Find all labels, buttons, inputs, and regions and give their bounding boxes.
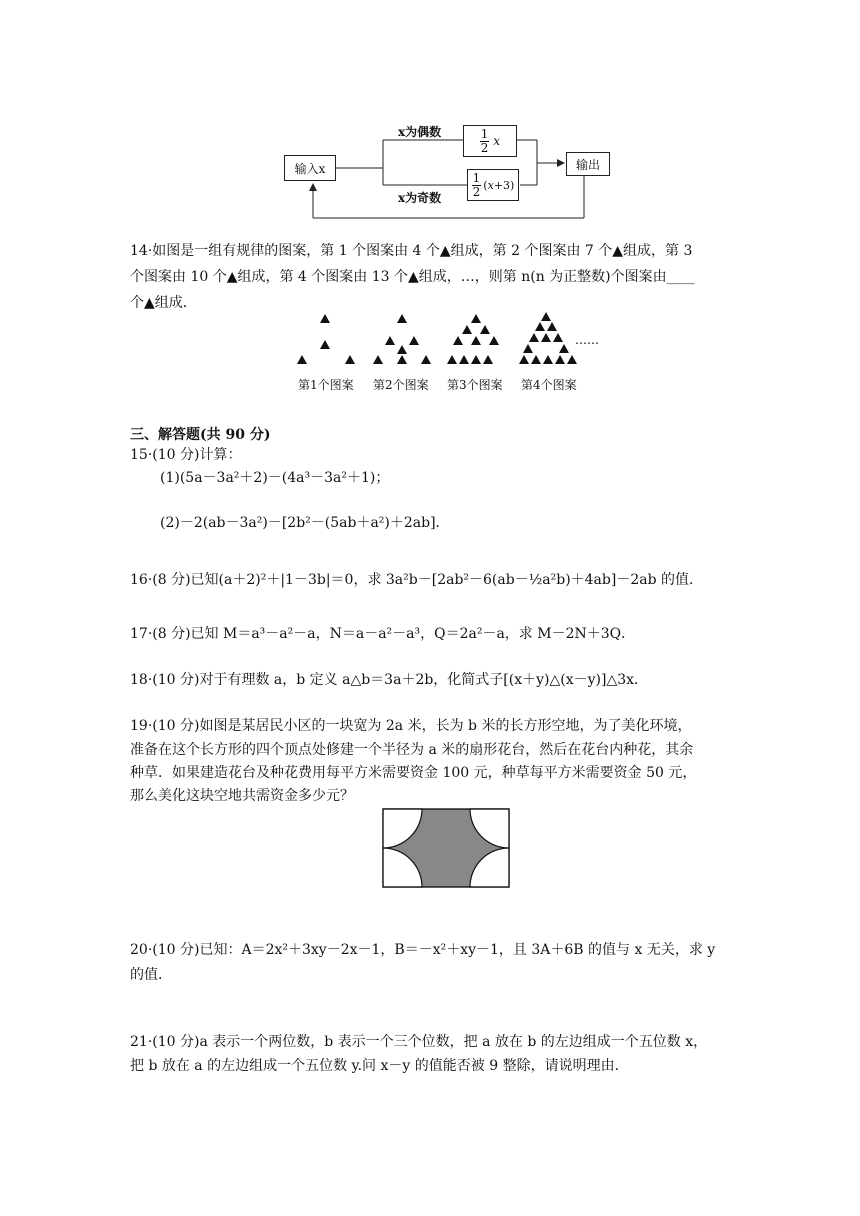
q15-part1: (1)(5a－3a²＋2)－(4a³－3a²＋1)； — [160, 470, 390, 486]
input-box — [284, 155, 336, 181]
even-label: x为偶数 — [398, 125, 442, 139]
q21-line1: 21·(10 分)a 表示一个两位数，b 表示一个三个位数，把 a 放在 b 的左边组成一个五位数 x， — [130, 1034, 708, 1050]
q16-text: 16·(8 分)已知(a＋2)²＋|1－3b|＝0，求 3a²b－[2ab²－6(ab－½a²b)＋4ab]－2ab 的值． — [130, 572, 703, 588]
pattern-1 — [297, 314, 355, 364]
output-box — [566, 152, 610, 176]
pattern-label-3: 第3个图案 — [447, 378, 503, 392]
section-heading: 三、解答题(共 90 分) — [130, 427, 271, 443]
pattern-4 — [519, 312, 577, 364]
pattern-2 — [373, 314, 431, 364]
pattern-label-2: 第2个图案 — [373, 378, 429, 392]
q19-line1: 19·(10 分)如图是某居民小区的一块宽为 2a 米，长为 b 米的长方形空地，为了美化环境， — [130, 718, 692, 734]
triangle-patterns — [290, 308, 610, 370]
q17-text: 17·(8 分)已知 M＝a³－a²－a，N＝a－a²－a³，Q＝2a²－a，求 M－2N＋3Q． — [130, 626, 636, 642]
input-label: 输入x — [294, 161, 326, 176]
pattern-label-1: 第1个图案 — [298, 378, 354, 392]
even-result-box: $\frac{1}{2}$ x — [463, 125, 517, 157]
q15-stem: 15·(10 分)计算： — [130, 447, 242, 463]
garden-figure — [382, 808, 512, 890]
q18-text: 18·(10 分)对于有理数 a，b 定义 a△b＝3a＋2b，化简式子[(x＋y)△(x－y)]△3x． — [130, 672, 649, 688]
q20-line1: 20·(10 分)已知：A＝2x²＋3xy－2x－1，B＝－x²＋xy－1，且 3A＋6B 的值与 x 无关，求 y — [130, 942, 716, 958]
pattern-3 — [447, 314, 499, 364]
half-fraction: $\frac{1}{2}$ — [480, 126, 489, 155]
output-label: 输出 — [575, 157, 600, 172]
q15-part2: (2)－2(ab－3a²)－[2b²－(5ab＋a²)＋2ab]． — [160, 515, 450, 531]
pattern-label-4: 第4个图案 — [521, 378, 577, 392]
pattern-ellipsis: …… — [575, 333, 599, 347]
q14-line2: 个图案由 10 个▲组成，第 4 个图案由 13 个▲组成，…，则第 n(n 为正整数)个图案由____ — [130, 269, 695, 285]
q14-line1: 14·如图是一组有规律的图案，第 1 个图案由 4 个▲组成，第 2 个图案由 7 个▲组成，第 3 — [130, 243, 693, 259]
q21-line2: 把 b 放在 a 的左边组成一个五位数 y.问 x－y 的值能否被 9 整除，请说明理由． — [130, 1058, 629, 1074]
q20-line2: 的值． — [130, 967, 172, 983]
odd-result-box: $\frac{1}{2}$ (x+3) — [467, 169, 519, 201]
q19-line2: 准备在这个长方形的四个顶点处修建一个半径为 a 米的扇形花台，然后在花台内种花，其余 — [130, 742, 694, 758]
half-fraction: $\frac{1}{2}$ — [472, 170, 481, 199]
odd-label: x为奇数 — [398, 191, 442, 205]
q19-line3: 种草．如果建造花台及种花费用每平方米需要资金 100 元，种草每平方米需要资金 50 元， — [130, 765, 697, 781]
q19-line4: 那么美化这块空地共需资金多少元？ — [130, 788, 354, 804]
q14-line3: 个▲组成． — [130, 295, 197, 311]
